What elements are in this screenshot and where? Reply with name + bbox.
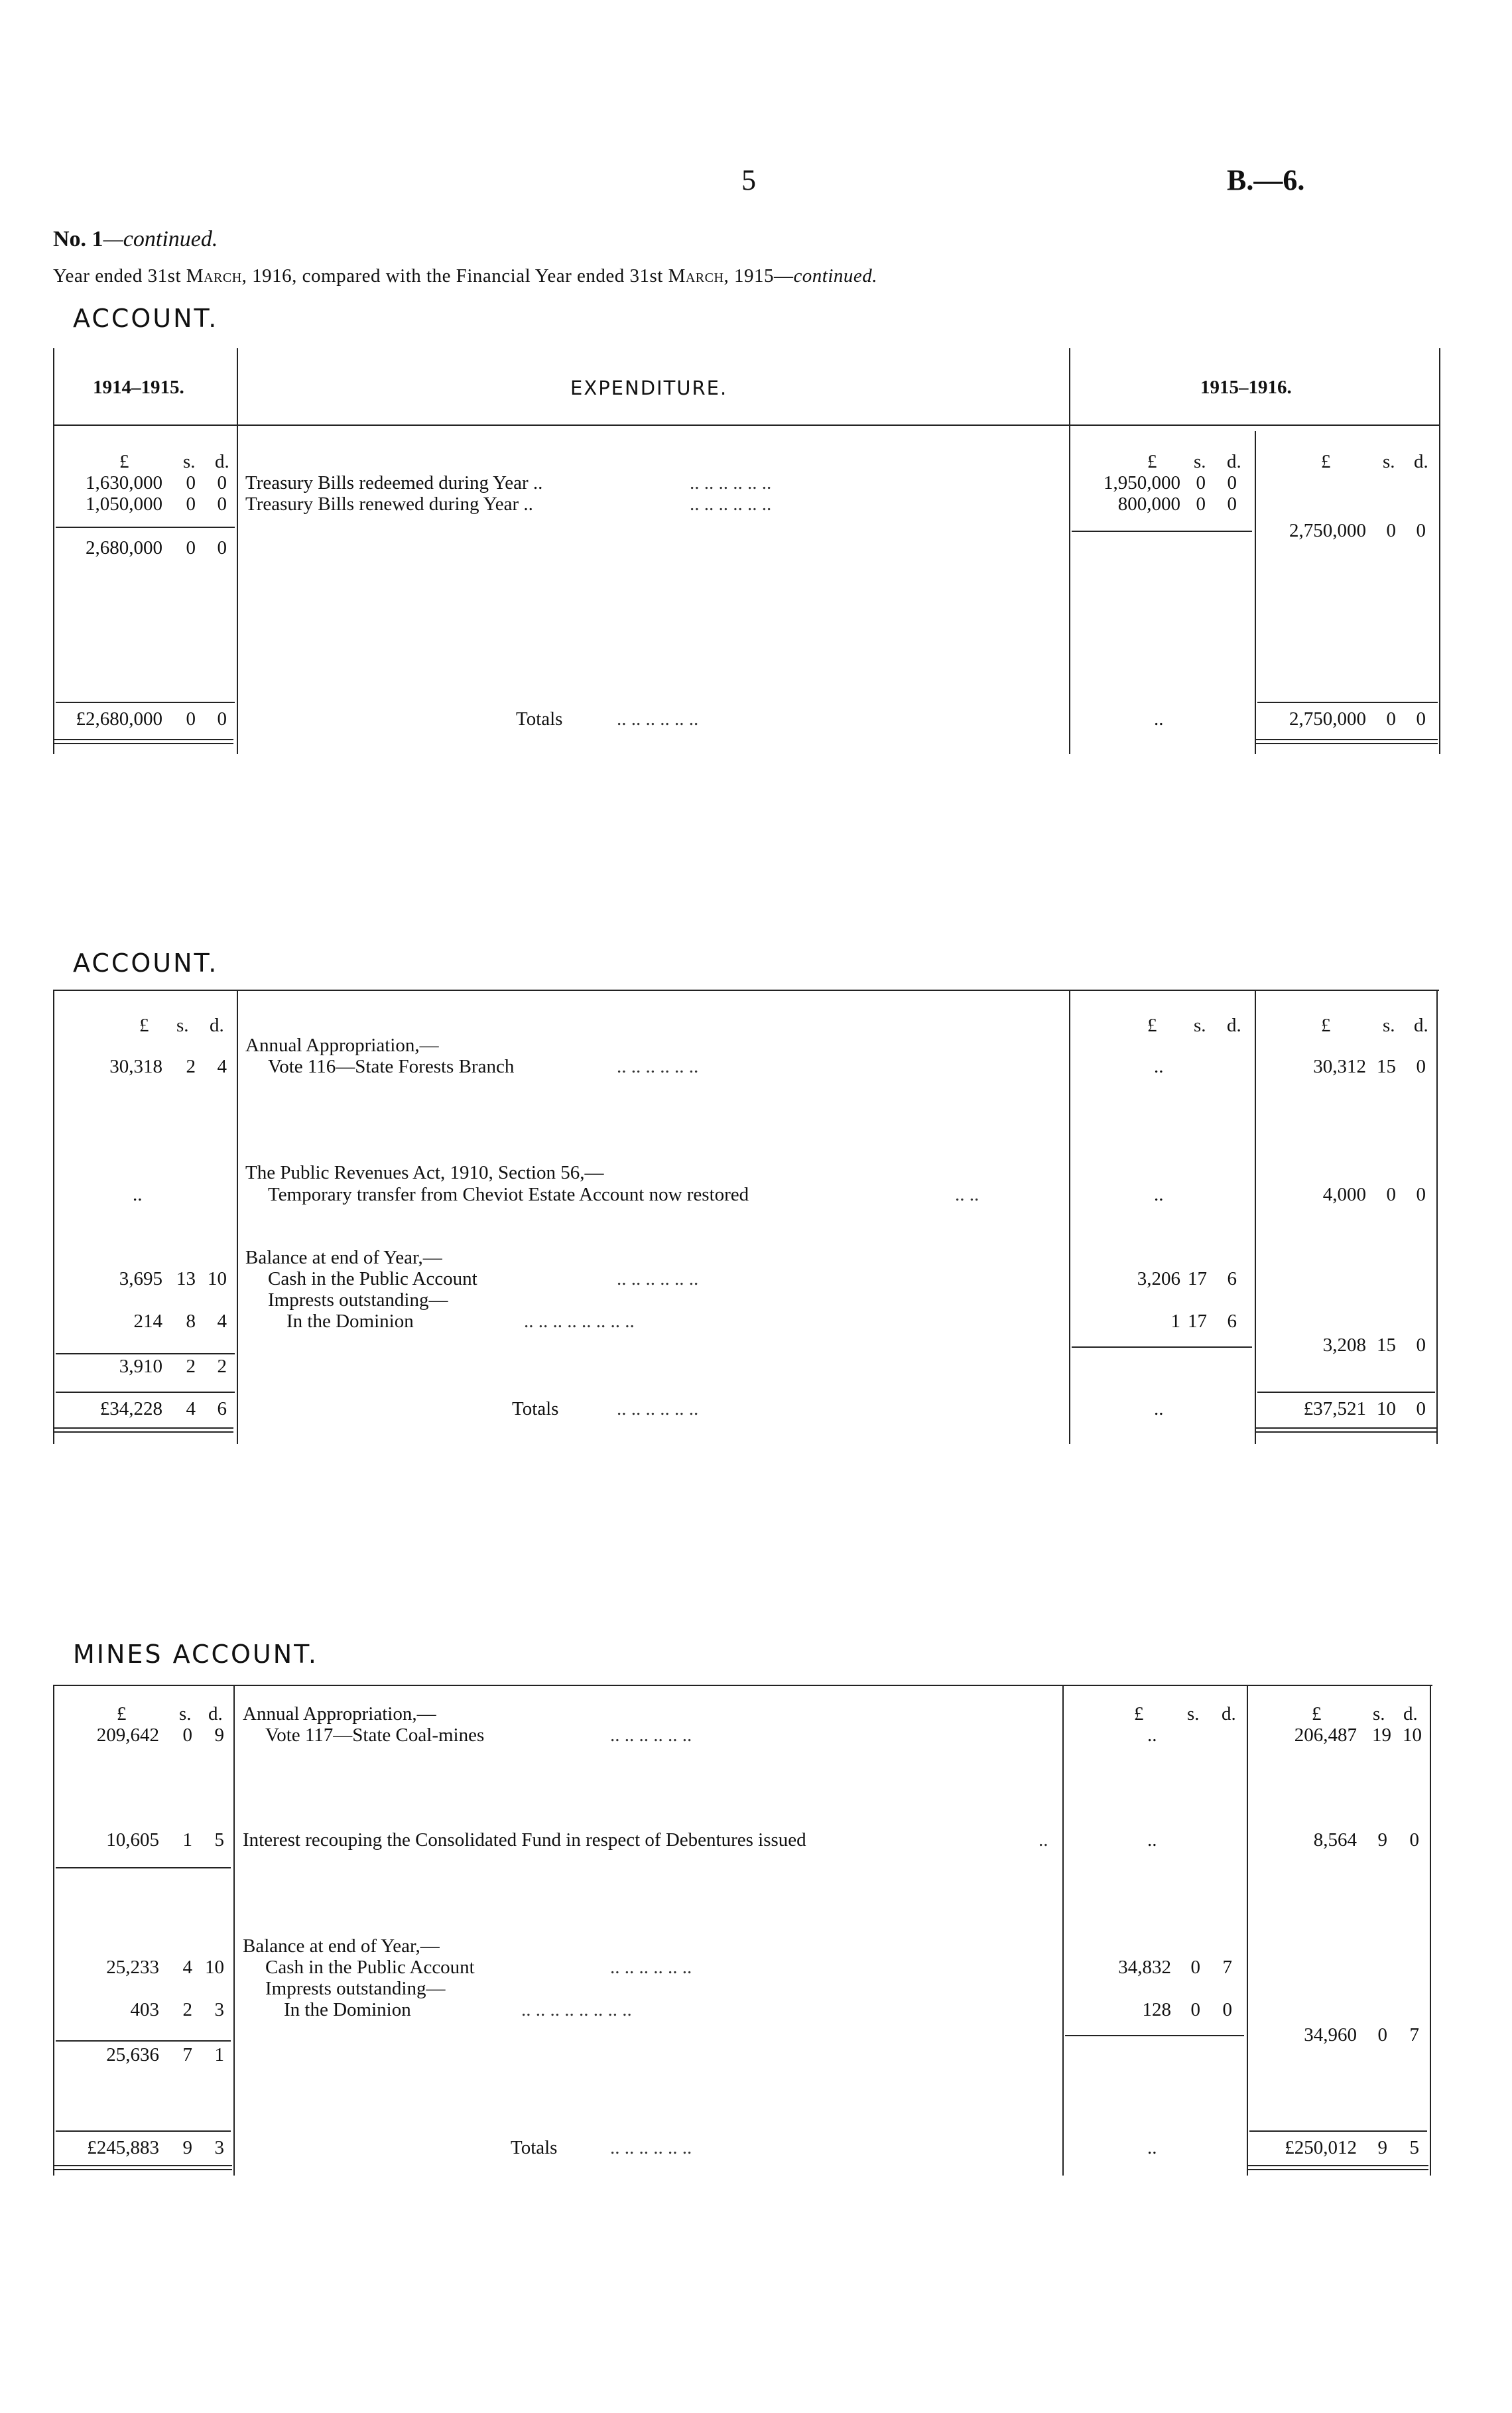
s1-r2-prev-pounds: 1,050,000 — [86, 493, 162, 515]
s1-prev-divider — [237, 348, 238, 754]
s2-vote-label: Vote 116—State Forests Branch — [268, 1056, 515, 1077]
s2-vote-prev-pounds: 30,318 — [109, 1056, 162, 1077]
s2-vote-leader: .. .. .. .. .. .. — [617, 1056, 699, 1077]
s1-curr-total-shillings: 0 — [1386, 708, 1396, 730]
s3-prev-divider — [233, 1685, 235, 2176]
s3-mid-shilling-header: s. — [1187, 1703, 1200, 1725]
s1-totals-label: Totals — [516, 708, 563, 730]
s2-curr-total-pounds: £37,521 — [1303, 1398, 1366, 1419]
s2-prev-total-shillings: 4 — [186, 1398, 196, 1419]
s3-cash-mid-pounds: 34,832 — [1118, 1957, 1171, 1978]
s2-balance-curr-pounds: 3,208 — [1322, 1335, 1366, 1356]
s2-mid-divider — [1069, 990, 1070, 1444]
s1-r1-label: Treasury Bills redeemed during Year .. — [245, 472, 543, 493]
s1-col-mid-header: EXPENDITURE. — [570, 377, 728, 399]
s3-interest-mid: .. — [1147, 1829, 1157, 1851]
subheading-month-1: March — [186, 265, 242, 287]
s2-mid-pence-header: d. — [1227, 1015, 1241, 1036]
s2-prev-total-pounds: £34,228 — [99, 1398, 162, 1419]
s3-vote-curr-pence: 10 — [1403, 1725, 1422, 1746]
s2-mid-subtotal-rule — [1072, 1346, 1252, 1348]
s1-mid-pence-header: d. — [1227, 451, 1241, 472]
subheading-mid: , 1916, compared with the Financial Year ended 31st — [241, 265, 668, 287]
s2-revenue-curr-pence: 0 — [1416, 1184, 1426, 1205]
s3-prev-pence-header: d. — [208, 1703, 223, 1725]
s2-vote-curr-shillings: 15 — [1377, 1056, 1396, 1077]
s1-prev-total-shillings: 0 — [186, 708, 196, 730]
s3-curr-divider — [1247, 1685, 1248, 2176]
s2-cash-mid-pence: 6 — [1227, 1268, 1237, 1289]
s1-r2-prev-pence: 0 — [217, 493, 227, 515]
s1-r1-mid-pounds: 1,950,000 — [1103, 472, 1180, 493]
s3-interest-prev-shillings: 1 — [182, 1829, 192, 1851]
s1-mid-shilling-header: s. — [1194, 451, 1206, 472]
s3-prev-section-rule — [56, 1867, 231, 1868]
s1-curr-total-rule — [1257, 702, 1438, 703]
s3-interest-leader: .. — [1039, 1829, 1048, 1851]
s3-curr-total-shillings: 9 — [1377, 2137, 1387, 2158]
s3-mid-subtotal-rule — [1065, 2035, 1244, 2036]
s1-prev-pence-header: d. — [215, 451, 229, 472]
s3-dominion-prev-shillings: 2 — [182, 1999, 192, 2020]
s3-top-rule — [53, 1685, 1432, 1686]
s3-prev-total-rule — [56, 2130, 231, 2132]
subheading-tail: continued. — [793, 265, 878, 287]
s2-prev-total-pence: 6 — [217, 1398, 227, 1419]
s2-imprest-heading: Imprests outstanding— — [268, 1289, 448, 1311]
s2-revenue-curr-pounds: 4,000 — [1322, 1184, 1366, 1205]
s3-balance-curr-shillings: 0 — [1377, 2024, 1387, 2046]
s2-prev-subtotal-rule — [56, 1353, 235, 1354]
document-reference: B.—6. — [1227, 164, 1305, 196]
s2-prev-divider — [237, 990, 238, 1444]
s3-cash-label: Cash in the Public Account — [265, 1957, 475, 1978]
s1-r1-prev-pounds: 1,630,000 — [86, 472, 162, 493]
s2-cash-prev-pence: 10 — [208, 1268, 227, 1289]
s3-interest-curr-shillings: 9 — [1377, 1829, 1387, 1851]
s3-dominion-prev-pounds: 403 — [130, 1999, 159, 2020]
s1-prev-total-pence: 0 — [217, 708, 227, 730]
s3-mid-pence-header: d. — [1222, 1703, 1236, 1725]
s3-vote-prev-pounds: 209,642 — [96, 1725, 159, 1746]
page-number: 5 — [741, 164, 756, 196]
s3-dominion-mid-pence: 0 — [1222, 1999, 1232, 2020]
s1-curr-subtotal-pounds: 2,750,000 — [1289, 520, 1366, 541]
s2-mid-shilling-header: s. — [1194, 1015, 1206, 1036]
s3-cash-leader: .. .. .. .. .. .. — [610, 1957, 692, 1978]
s3-prev-total-shillings: 9 — [182, 2137, 192, 2158]
s3-prev-total-pence: 3 — [214, 2137, 224, 2158]
s3-cash-prev-pounds: 25,233 — [106, 1957, 159, 1978]
s1-curr-double-rule — [1256, 739, 1438, 744]
s2-balance-heading: Balance at end of Year,— — [245, 1247, 442, 1268]
s1-r2-mid-pounds: 800,000 — [1117, 493, 1180, 515]
s1-r1-mid-shillings: 0 — [1196, 472, 1206, 493]
s3-curr-total-pence: 5 — [1409, 2137, 1419, 2158]
continued-suffix: —continued. — [103, 227, 218, 251]
s2-curr-shilling-header: s. — [1383, 1015, 1395, 1036]
s2-dominion-prev-pence: 4 — [217, 1311, 227, 1332]
s2-prev-pound-header: £ — [139, 1015, 149, 1036]
s3-curr-total-pounds: £250,012 — [1285, 2137, 1357, 2158]
s1-curr-pence-header: d. — [1414, 451, 1428, 472]
s2-right-border — [1436, 990, 1438, 1444]
section2-title: ACCOUNT. — [73, 948, 219, 978]
s2-dominion-leader: .. .. .. .. .. .. .. .. — [524, 1311, 635, 1332]
s2-revenue-mid: .. — [1154, 1184, 1164, 1205]
s3-interest-prev-pence: 5 — [214, 1829, 224, 1851]
s3-cash-prev-pence: 10 — [205, 1957, 224, 1978]
s2-mid-pound-header: £ — [1147, 1015, 1157, 1036]
s3-mid-total: .. — [1147, 2137, 1157, 2158]
s2-vote-prev-pence: 4 — [217, 1056, 227, 1077]
s3-interest-curr-pence: 0 — [1409, 1829, 1419, 1851]
s3-balance-prev-pounds: 25,636 — [106, 2044, 159, 2065]
s1-curr-shilling-header: s. — [1383, 451, 1395, 472]
s3-cash-mid-shillings: 0 — [1190, 1957, 1200, 1978]
s2-curr-total-shillings: 10 — [1377, 1398, 1396, 1419]
s1-curr-total-pounds: 2,750,000 — [1289, 708, 1366, 730]
s3-dominion-leader: .. .. .. .. .. .. .. .. — [521, 1999, 632, 2020]
s1-col-prev-header: 1914–1915. — [93, 377, 184, 398]
s3-vote-curr-shillings: 19 — [1372, 1725, 1391, 1746]
s3-vote-label: Vote 117—State Coal-mines — [265, 1725, 485, 1746]
s1-mid-divider — [1069, 348, 1070, 754]
s1-curr-divider — [1255, 431, 1256, 754]
s2-curr-total-pence: 0 — [1416, 1398, 1426, 1419]
s2-mid-total: .. — [1154, 1398, 1164, 1419]
s2-dominion-prev-shillings: 8 — [186, 1311, 196, 1332]
s3-prev-subtotal-rule — [56, 2040, 231, 2042]
s3-balance-curr-pounds: 34,960 — [1304, 2024, 1357, 2046]
s3-totals-leader: .. .. .. .. .. .. — [610, 2137, 692, 2158]
s1-curr-pound-header: £ — [1321, 451, 1331, 472]
s2-cash-prev-pounds: 3,695 — [119, 1268, 162, 1289]
s2-totals-leader: .. .. .. .. .. .. — [617, 1398, 699, 1419]
s1-prev-subtotal-shillings: 0 — [186, 537, 196, 558]
s1-prev-total-rule — [56, 702, 235, 703]
s3-curr-pence-header: d. — [1403, 1703, 1418, 1725]
s2-revenue-curr-shillings: 0 — [1386, 1184, 1396, 1205]
s1-r1-mid-pence: 0 — [1227, 472, 1237, 493]
s2-top-rule — [53, 990, 1439, 991]
s2-vote-mid: .. — [1154, 1056, 1164, 1077]
s1-prev-shilling-header: s. — [183, 451, 196, 472]
subheading-month-2: March — [668, 265, 724, 287]
s2-revenue-heading: The Public Revenues Act, 1910, Section 56,— — [245, 1162, 604, 1183]
s3-interest-curr-pounds: 8,564 — [1313, 1829, 1357, 1851]
s3-vote-mid: .. — [1147, 1725, 1157, 1746]
s1-mid-subtotal-rule — [1072, 531, 1252, 532]
s3-prev-total-pounds: £245,883 — [87, 2137, 159, 2158]
s3-prev-shilling-header: s. — [179, 1703, 192, 1725]
s1-r2-label: Treasury Bills renewed during Year .. — [245, 493, 533, 515]
s3-prev-pound-header: £ — [117, 1703, 127, 1725]
s2-balance-curr-shillings: 15 — [1377, 1335, 1396, 1356]
s1-right-border — [1439, 348, 1440, 754]
s3-prev-double-rule — [53, 2165, 232, 2170]
s3-cash-prev-shillings: 4 — [182, 1957, 192, 1978]
s2-prev-total-rule — [56, 1392, 235, 1393]
s1-prev-subtotal-rule — [56, 527, 235, 528]
s2-revenue-leader: .. .. — [955, 1184, 979, 1205]
s2-cash-mid-pounds: 3,206 — [1137, 1268, 1180, 1289]
page-subheading — [53, 265, 877, 287]
s3-left-border — [53, 1685, 54, 2176]
s1-header-rule — [53, 424, 1439, 426]
s3-right-border — [1430, 1685, 1431, 2176]
s3-mid-pound-header: £ — [1134, 1703, 1144, 1725]
s2-cash-prev-shillings: 13 — [176, 1268, 196, 1289]
s2-totals-label: Totals — [512, 1398, 559, 1419]
s2-vote-prev-shillings: 2 — [186, 1056, 196, 1077]
s2-dominion-mid-shillings: 17 — [1188, 1311, 1207, 1332]
s3-vote-prev-pence: 9 — [214, 1725, 224, 1746]
s3-approp-heading: Annual Appropriation,— — [243, 1703, 436, 1725]
s1-r2-mid-pence: 0 — [1227, 493, 1237, 515]
s3-imprest-heading: Imprests outstanding— — [265, 1978, 446, 1999]
s1-col-curr-header: 1915–1916. — [1200, 377, 1292, 398]
s3-curr-pound-header: £ — [1312, 1703, 1322, 1725]
s1-curr-total-pence: 0 — [1416, 708, 1426, 730]
continued-heading — [53, 227, 218, 252]
s2-cash-leader: .. .. .. .. .. .. — [617, 1268, 699, 1289]
s3-vote-prev-shillings: 0 — [182, 1725, 192, 1746]
s1-mid-pound-header: £ — [1147, 451, 1157, 472]
s2-curr-total-rule — [1257, 1392, 1435, 1393]
s1-r1-leader: .. .. .. .. .. .. — [690, 472, 772, 493]
s1-curr-subtotal-pence: 0 — [1416, 520, 1426, 541]
subheading-prefix: Year ended 31st — [53, 265, 186, 287]
s2-curr-pence-header: d. — [1414, 1015, 1428, 1036]
s3-balance-prev-shillings: 7 — [182, 2044, 192, 2065]
s2-curr-divider — [1255, 990, 1256, 1444]
s3-curr-shilling-header: s. — [1373, 1703, 1385, 1725]
s3-curr-double-rule — [1248, 2165, 1428, 2170]
s3-balance-curr-pence: 7 — [1409, 2024, 1419, 2046]
s2-dominion-prev-pounds: 214 — [133, 1311, 162, 1332]
s1-left-border — [53, 348, 54, 754]
s2-balance-curr-pence: 0 — [1416, 1335, 1426, 1356]
s3-balance-prev-pence: 1 — [214, 2044, 224, 2065]
s1-prev-double-rule — [53, 739, 233, 744]
s2-vote-curr-pounds: 30,312 — [1313, 1056, 1366, 1077]
s2-curr-double-rule — [1256, 1427, 1436, 1433]
s3-balance-heading: Balance at end of Year,— — [243, 1935, 440, 1957]
s1-prev-subtotal-pounds: 2,680,000 — [86, 537, 162, 558]
s2-revenue-label: Temporary transfer from Cheviot Estate Account now restored — [268, 1184, 749, 1205]
s3-curr-total-rule — [1249, 2130, 1427, 2132]
s2-balance-prev-pence: 2 — [217, 1356, 227, 1377]
s1-totals-leader: .. .. .. .. .. .. — [617, 708, 699, 730]
s1-mid-total: .. — [1154, 708, 1164, 730]
s2-prev-double-rule — [53, 1427, 233, 1433]
s3-dominion-mid-pounds: 128 — [1142, 1999, 1171, 2020]
s2-cash-label: Cash in the Public Account — [268, 1268, 477, 1289]
s3-mid-divider — [1062, 1685, 1064, 2176]
s3-interest-prev-pounds: 10,605 — [106, 1829, 159, 1851]
s3-dominion-mid-shillings: 0 — [1190, 1999, 1200, 2020]
s1-prev-pound-header: £ — [119, 451, 129, 472]
s3-vote-leader: .. .. .. .. .. .. — [610, 1725, 692, 1746]
s2-vote-curr-pence: 0 — [1416, 1056, 1426, 1077]
s2-cash-mid-shillings: 17 — [1188, 1268, 1207, 1289]
s3-dominion-prev-pence: 3 — [214, 1999, 224, 2020]
s1-prev-total-pounds: £2,680,000 — [76, 708, 162, 730]
s2-prev-shilling-header: s. — [176, 1015, 189, 1036]
s3-dominion-label: In the Dominion — [284, 1999, 411, 2020]
s1-r2-mid-shillings: 0 — [1196, 493, 1206, 515]
s1-r2-leader: .. .. .. .. .. .. — [690, 493, 772, 515]
continued-label: No. 1 — [53, 227, 103, 251]
s2-curr-pound-header: £ — [1321, 1015, 1331, 1036]
section1-title: ACCOUNT. — [73, 304, 219, 333]
s1-r1-prev-shillings: 0 — [186, 472, 196, 493]
s3-cash-mid-pence: 7 — [1222, 1957, 1232, 1978]
s2-dominion-label: In the Dominion — [286, 1311, 414, 1332]
s1-r2-prev-shillings: 0 — [186, 493, 196, 515]
s2-left-border — [53, 990, 54, 1444]
s1-curr-subtotal-shillings: 0 — [1386, 520, 1396, 541]
s1-r1-prev-pence: 0 — [217, 472, 227, 493]
s2-approp-heading: Annual Appropriation,— — [245, 1035, 439, 1056]
s2-dominion-mid-pounds: 1 — [1170, 1311, 1180, 1332]
s2-dominion-mid-pence: 6 — [1227, 1311, 1237, 1332]
s3-interest-label: Interest recouping the Consolidated Fund in respect of Debentures issued — [243, 1829, 806, 1851]
s3-vote-curr-pounds: 206,487 — [1294, 1725, 1357, 1746]
section3-title: MINES ACCOUNT. — [73, 1640, 318, 1669]
s3-totals-label: Totals — [511, 2137, 558, 2158]
s2-balance-prev-pounds: 3,910 — [119, 1356, 162, 1377]
s2-revenue-prev: .. — [133, 1184, 143, 1205]
s2-balance-prev-shillings: 2 — [186, 1356, 196, 1377]
subheading-suffix: , 1915— — [724, 265, 794, 287]
s1-prev-subtotal-pence: 0 — [217, 537, 227, 558]
s2-prev-pence-header: d. — [210, 1015, 224, 1036]
